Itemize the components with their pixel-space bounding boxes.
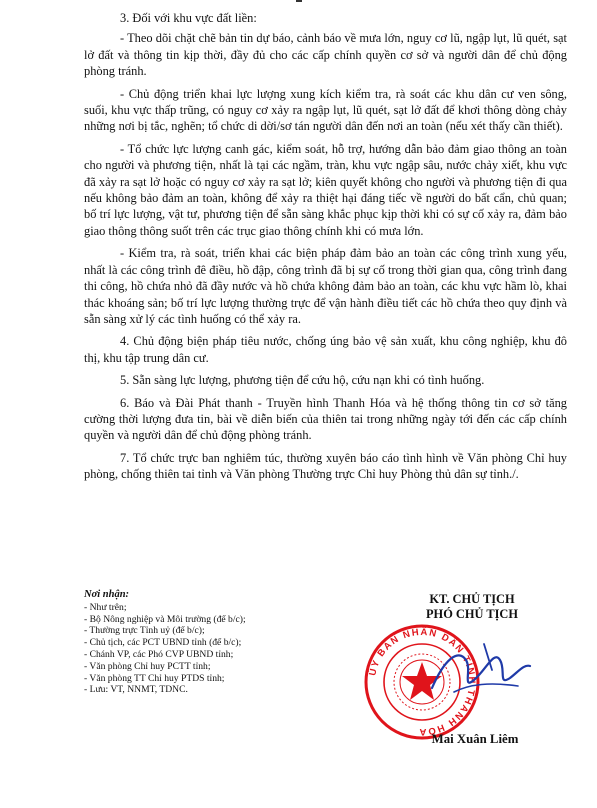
document-body	[84, 10, 567, 489]
recipient-item: - Văn phòng TT Chỉ huy PTDS tỉnh;	[84, 672, 225, 684]
paragraph: - Chủ động triển khai lực lượng xung kích kiểm tra, rà soát các khu dân cư ven sông, suối, khu vực thấp trũng, có nguy cơ xảy ra ngập lụt, lũ quét, sạt lở đất để khơi thông dòng chảy những nơi bị tắc, nghẽn; tổ chức di dời/sơ tán người dân đến nơi an toàn (nếu xét thấy cần thiết).	[84, 86, 567, 134]
recipient-item: - Lưu: VT, NNMT, TDNC.	[84, 684, 188, 696]
recipient-item: - Văn phòng Chỉ huy PCTT tỉnh;	[84, 660, 211, 672]
paragraph: - Tổ chức lực lượng canh gác, kiểm soát, hỗ trợ, hướng dẫn bảo đảm giao thông an toàn cho người và phương tiện, nhất là tại các ngầm, tràn, khu vực ngập sâu, nước chảy xiết, khu vực đã xảy ra sạt lở hoặc có nguy cơ xảy ra sạt lở; kiên quyết không cho người và phương tiện đi qua nếu không bảo đảm an toàn, không để xảy ra thiệt hại đáng tiếc về người do bất cẩn, chủ quan; bố trí lực lượng, vật tư, phương tiện để sẵn sàng khắc phục kịp thời khi có sự cố xảy ra, đảm bảo giao thông thông suốt trên các trục giao thông chính khi có mưa lớn.	[84, 141, 567, 238]
recipient-item: - Thường trực Tỉnh uỷ (để b/c);	[84, 625, 205, 637]
paragraph: - Theo dõi chặt chẽ bản tin dự báo, cảnh báo về mưa lớn, nguy cơ lũ, ngập lụt, lũ quét, sạt lở đất và thông tin kịp thời, đầy đủ cho các cấp chính quyền cơ sở và người dân để chủ động phòng tránh.	[84, 31, 567, 79]
paragraph: 6. Báo và Đài Phát thanh - Truyền hình Thanh Hóa và hệ thống thông tin cơ sở tăng cường thời lượng đưa tin, bài về diễn biến của thiên tai trong những ngày tới đến các cấp chính quyền và người dân để chủ động phòng tránh.	[84, 395, 567, 443]
recipient-item: - Bộ Nông nghiệp và Môi trường (để b/c);	[84, 613, 246, 625]
handwritten-signature-icon	[414, 630, 534, 710]
recipients-block	[84, 589, 374, 696]
signature-title-line1: KT. CHỦ TỊCH	[429, 592, 515, 606]
paragraph: 5. Sẵn sàng lực lượng, phương tiện để cứu hộ, cứu nạn khi có tình huống.	[120, 373, 485, 388]
seal-text: ỦY BAN NHÂN DÂN TỈNH THANH HÓA	[367, 626, 478, 738]
recipients-title: Nơi nhận:	[84, 589, 130, 600]
page-number-mark	[296, 0, 302, 2]
paragraph: 4. Chủ động biện pháp tiêu nước, chống úng bảo vệ sản xuất, khu công nghiệp, khu đô thị, khu tập trung dân cư.	[84, 334, 567, 365]
recipient-item: - Chủ tịch, các PCT UBND tỉnh (để b/c);	[84, 637, 242, 649]
section-heading: 3. Đối với khu vực đất liền:	[120, 11, 257, 25]
recipients-list	[84, 602, 374, 696]
signature-title-line2: PHÓ CHỦ TỊCH	[425, 607, 519, 621]
recipient-item: - Chánh VP, các Phó CVP UBND tỉnh;	[84, 648, 234, 660]
paragraph: 7. Tổ chức trực ban nghiêm túc, thường xuyên báo cáo tình hình về Văn phòng Chỉ huy phòng, chống thiên tai tỉnh và Văn phòng Thường trực Chỉ huy Phòng thủ dân sự tỉnh./.	[84, 450, 567, 482]
paragraph: - Kiểm tra, rà soát, triển khai các biện pháp đảm bảo an toàn các công trình xung yếu, nhất là các công trình đê điều, hồ đập, công trình đã bị sự cố trong thời gian qua, công trình đang thi công, hồ chứa nhỏ đã đầy nước và hồ chứa không đảm bảo an toàn, các khu vực hầm lò, khai thác khoáng sản; bố trí lực lượng thường trực để vận hành điều tiết các hồ chứa theo quy định và sẵn sàng xử lý các tình huống có thể xảy ra.	[84, 246, 567, 326]
signature-title-block	[392, 592, 552, 622]
signer-name: Mai Xuân Liêm	[431, 732, 519, 746]
recipient-item: - Như trên;	[84, 601, 127, 613]
